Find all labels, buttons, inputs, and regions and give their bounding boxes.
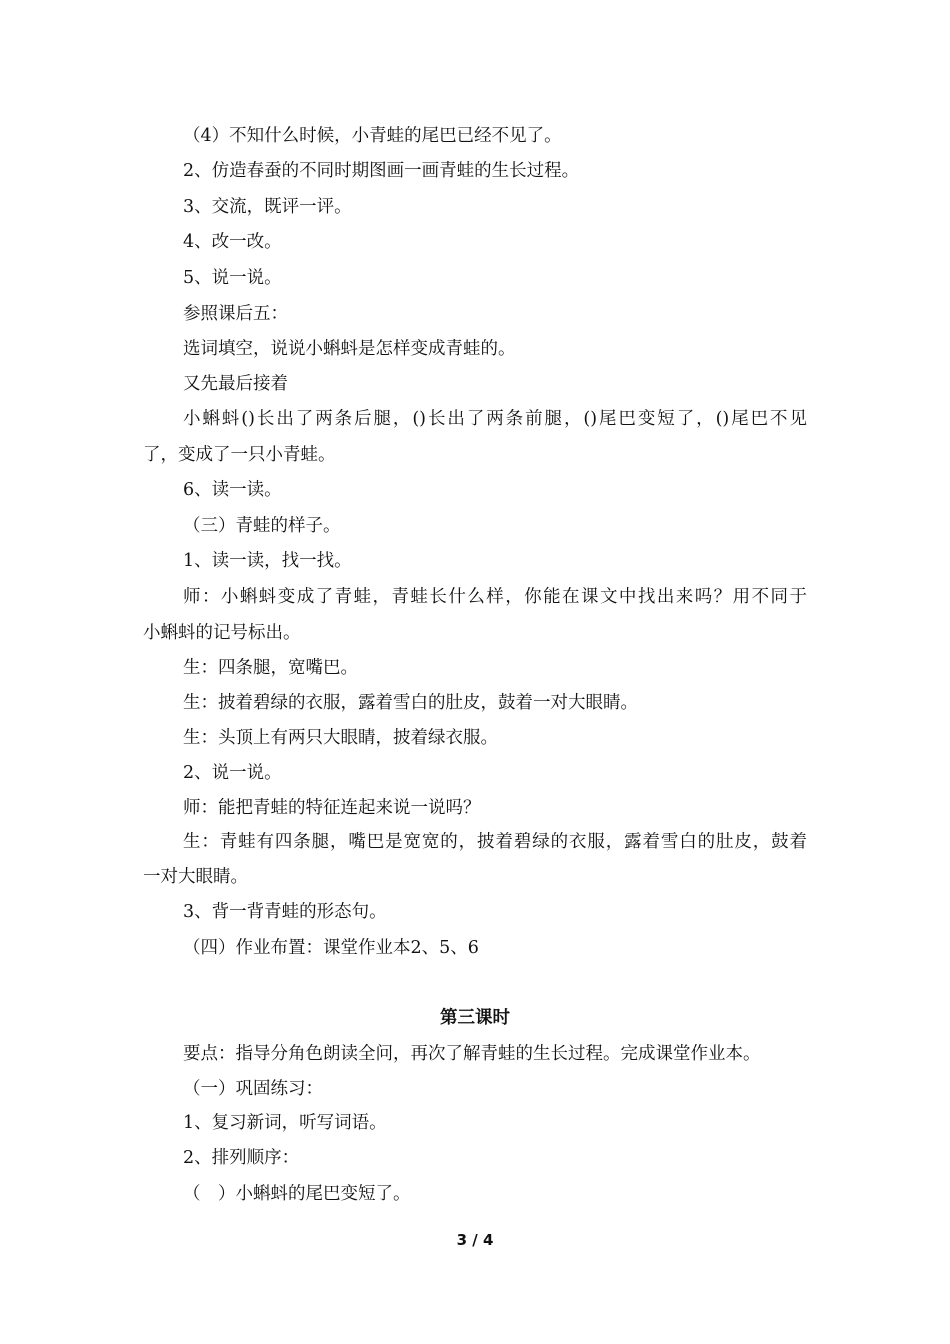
paragraph: （ ）小蝌蚪的尾巴变短了。	[183, 1184, 411, 1204]
paragraph-continuation: 了，变成了一只小青蛙。	[143, 445, 336, 465]
paragraph: 3、背一背青蛙的形态句。	[183, 902, 387, 922]
paragraph: 2、排列顺序：	[183, 1148, 300, 1168]
paragraph: 1、复习新词，听写词语。	[183, 1113, 387, 1133]
paragraph: 3、交流，既评一评。	[183, 197, 352, 217]
paragraph: 生：四条腿，宽嘴巴。	[183, 658, 358, 678]
paragraph: 又先最后接着	[183, 374, 288, 394]
paragraph: （一）巩固练习：	[183, 1079, 323, 1099]
paragraph: 师：能把青蛙的特征连起来说一说吗？	[183, 798, 481, 818]
paragraph: （4）不知什么时候，小青蛙的尾巴已经不见了。	[183, 126, 562, 146]
paragraph: 师：小蝌蚪变成了青蛙，青蛙长什么样，你能在课文中找出来吗？用不同于	[183, 587, 807, 607]
paragraph: 5、说一说。	[183, 268, 282, 288]
paragraph: 参照课后五：	[183, 304, 288, 324]
section-heading: 第三课时	[440, 1008, 510, 1028]
paragraph: 选词填空，说说小蝌蚪是怎样变成青蛙的。	[183, 339, 516, 359]
paragraph-continuation: 小蝌蚪的记号标出。	[143, 623, 301, 643]
paragraph: 6、读一读。	[183, 480, 282, 500]
paragraph-continuation: 一对大眼睛。	[143, 867, 248, 887]
paragraph: 生：头顶上有两只大眼睛，披着绿衣服。	[183, 728, 498, 748]
paragraph: 2、仿造春蚕的不同时期图画一画青蛙的生长过程。	[183, 161, 580, 181]
paragraph: 2、说一说。	[183, 763, 282, 783]
paragraph: 生：青蛙有四条腿，嘴巴是宽宽的，披着碧绿的衣服，露着雪白的肚皮，鼓着	[183, 832, 807, 852]
paragraph: 要点：指导分角色朗读全问，再次了解青蛙的生长过程。完成课堂作业本。	[183, 1044, 761, 1064]
paragraph: （四）作业布置：课堂作业本2、5、6	[183, 938, 479, 958]
paragraph: 1、读一读，找一找。	[183, 551, 352, 571]
paragraph: 生：披着碧绿的衣服，露着雪白的肚皮，鼓着一对大眼睛。	[183, 693, 638, 713]
paragraph: 小蝌蚪()长出了两条后腿，()长出了两条前腿，()尾巴变短了，()尾巴不见	[183, 409, 807, 429]
paragraph: 4、改一改。	[183, 232, 282, 252]
paragraph: （三）青蛙的样子。	[183, 516, 341, 536]
page-number: 3 / 4	[456, 1231, 494, 1249]
